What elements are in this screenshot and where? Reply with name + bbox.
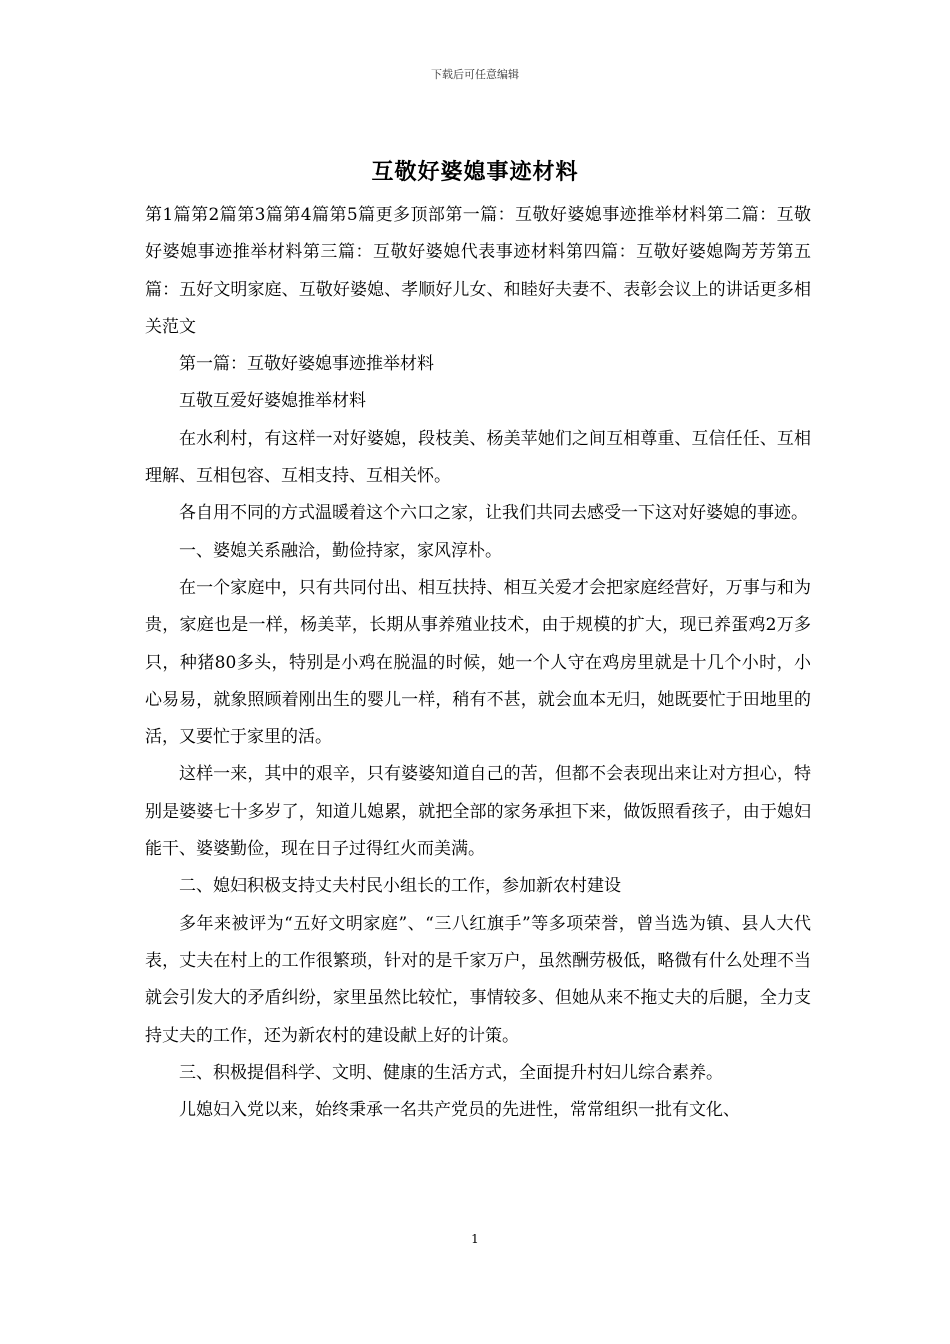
paragraph-contents-list: 第1篇第2篇第3篇第4篇第5篇更多顶部第一篇：互敬好婆媳事迹推举材料第二篇：互敬好婆媳事迹推举材料第三篇：互敬好婆媳代表事迹材料第四篇：互敬好婆媳陶芳芳第五篇：五好文明家庭、互敬好婆媳、孝顺好儿女、和睦好夫妻不、表彰会议上的讲话更多相关范文 [145, 205, 811, 337]
paragraph: 儿媳妇入党以来，始终秉承一名共产党员的先进性，常常组织一批有文化、 [179, 1100, 740, 1121]
paragraph: 这样一来，其中的艰辛，只有婆婆知道自己的苦，但都不会表现出来让对方担心，特别是婆婆七十多岁了，知道儿媳累，就把全部的家务承担下来，做饭照看孩子，由于媳妇能干、婆婆勤俭，现在日子过得红火而美满。 [145, 764, 811, 860]
paragraph: 在一个家庭中，只有共同付出、相互扶持、相互关爱才会把家庭经营好，万事与和为贵，家庭也是一样，杨美苹，长期从事养殖业技术，由于规模的扩大，现已养蛋鸡2万多只，种猪80多头，特别是小鸡在脱温的时候，她一个人守在鸡房里就是十几个小时，小心易易，就象照顾着刚出生的婴儿一样，稍有不甚，就会血本无归，她既要忙于田地里的活，又要忙于家里的活。 [145, 577, 811, 748]
paragraph-heading-one: 一、婆媳关系融洽，勤俭持家，家风淳朴。 [179, 540, 502, 561]
paragraph: 多年来被评为“五好文明家庭”、“三八红旗手”等多项荣誉，曾当选为镇、县人大代表，丈夫在村上的工作很繁琐，针对的是千家万户，虽然酬劳极低，略微有什么处理不当就会引发大的矛盾纠纷，家里虽然比较忙，事情较多、但她从来不拖丈夫的后腿，全力支持丈夫的工作，还为新农村的建设献上好的计策。 [145, 913, 811, 1046]
paragraph-heading-two: 二、媳妇积极支持丈夫村民小组长的工作，参加新农村建设 [179, 876, 621, 897]
paragraph: 各自用不同的方式温暖着这个六口之家，让我们共同去感受一下这对好婆媳的事迹。 [179, 503, 808, 524]
paragraph-section-heading: 第一篇：互敬好婆媳事迹推举材料 [179, 354, 434, 375]
header-note: 下载后可任意编辑 [431, 68, 519, 81]
page-number: 1 [471, 1232, 479, 1246]
paragraph: 在水利村，有这样一对好婆媳，段枝美、杨美苹她们之间互相尊重、互信任任、互相理解、互相包容、互相支持、互相关怀。 [145, 428, 811, 487]
document-body [145, 197, 811, 1129]
document-title: 互敬好婆媳事迹材料 [371, 159, 579, 185]
paragraph-heading-three: 三、积极提倡科学、文明、健康的生活方式，全面提升村妇儿综合素养。 [179, 1062, 723, 1083]
paragraph-subtitle: 互敬互爱好婆媳推举材料 [179, 391, 366, 412]
